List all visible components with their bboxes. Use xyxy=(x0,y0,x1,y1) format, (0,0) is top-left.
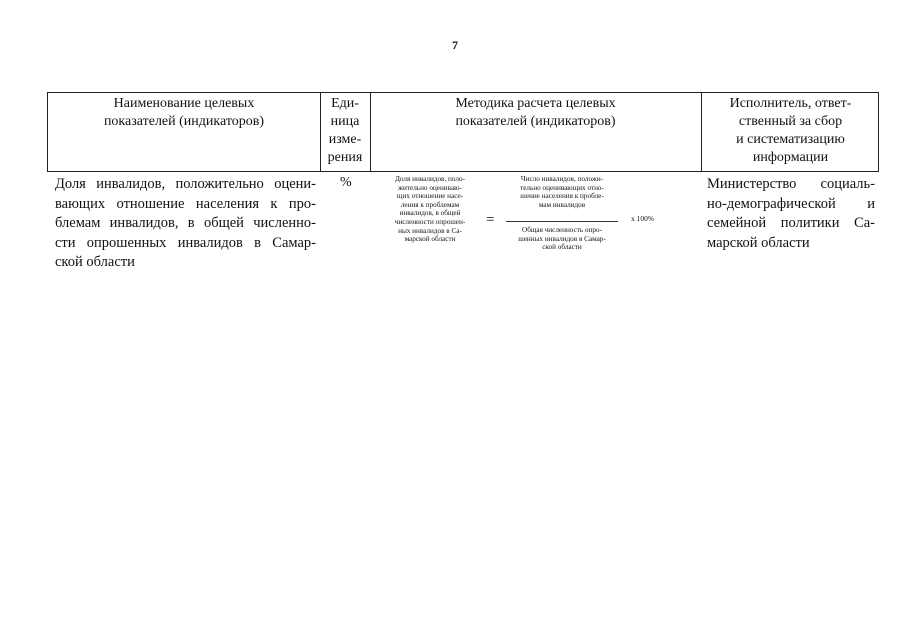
formula-line: Число инвалидов, положи- xyxy=(520,175,604,183)
header-indicator-name xyxy=(48,95,320,131)
text-line: марской области xyxy=(707,234,810,251)
multiplier: х 100% xyxy=(631,214,655,223)
formula-line: Доля инвалидов, поло- xyxy=(395,175,465,183)
header-line: ственный за сбор xyxy=(738,114,843,129)
header-line: рения xyxy=(327,150,363,165)
formula-line: шение населения к пробле- xyxy=(520,192,604,201)
formula-line: ления к проблемам xyxy=(400,200,460,209)
header-line: показателей (индикаторов) xyxy=(455,114,616,129)
formula-line: щих отношение насе- xyxy=(396,192,464,201)
formula-denominator xyxy=(504,226,620,252)
formula-line: ных инвалидов в Са- xyxy=(398,226,462,235)
formula-line: мам инвалидов xyxy=(538,200,586,209)
text-line: блемам инвалидов, в общей численно- xyxy=(55,215,316,231)
unit-value: % xyxy=(340,175,352,190)
formula-left-side xyxy=(380,175,480,244)
equals-sign: = xyxy=(486,212,495,228)
formula-line: инвалидов, в общей xyxy=(399,209,461,218)
fraction-bar xyxy=(506,221,618,222)
text-line: Министерство социаль- xyxy=(707,176,875,192)
text-line: семейной политики Са- xyxy=(707,215,875,231)
formula-numerator xyxy=(504,175,620,209)
formula-line: марской области xyxy=(404,235,456,244)
header-unit xyxy=(320,95,370,167)
text-line: вающих отношение населения к про- xyxy=(55,195,316,212)
formula-line: тельно оценивающих отно- xyxy=(520,183,604,192)
header-line: Еди- xyxy=(331,96,359,111)
formula-line: шенных инвалидов в Самар- xyxy=(518,234,606,243)
text-line: сти опрошенных инвалидов в Самар- xyxy=(55,234,316,251)
text-line: ской области xyxy=(55,254,135,270)
header-line: и систематизацию xyxy=(736,132,845,147)
header-executor xyxy=(701,95,880,167)
text-line: но-демографической и xyxy=(707,195,875,212)
formula-line: численности опрошен- xyxy=(394,217,466,226)
header-line: ница xyxy=(330,114,360,129)
formula-line: жительно оцениваю- xyxy=(398,183,462,192)
table-header xyxy=(47,92,879,172)
text-line: Доля инвалидов, положительно оцени- xyxy=(55,176,316,192)
header-line: информации xyxy=(752,150,829,165)
formula-line: Общая численность опро- xyxy=(522,226,602,234)
header-line: изме- xyxy=(328,132,362,147)
indicator-name xyxy=(55,175,316,273)
header-methodology xyxy=(370,95,701,131)
formula-line: ской области xyxy=(542,243,582,252)
page-number: 7 xyxy=(452,38,458,52)
executor xyxy=(707,175,875,253)
header-line: Методика расчета целевых xyxy=(455,96,616,111)
header-line: показателей (индикаторов) xyxy=(103,114,265,129)
header-line: Исполнитель, ответ- xyxy=(729,96,852,111)
header-line: Наименование целевых xyxy=(113,96,255,111)
